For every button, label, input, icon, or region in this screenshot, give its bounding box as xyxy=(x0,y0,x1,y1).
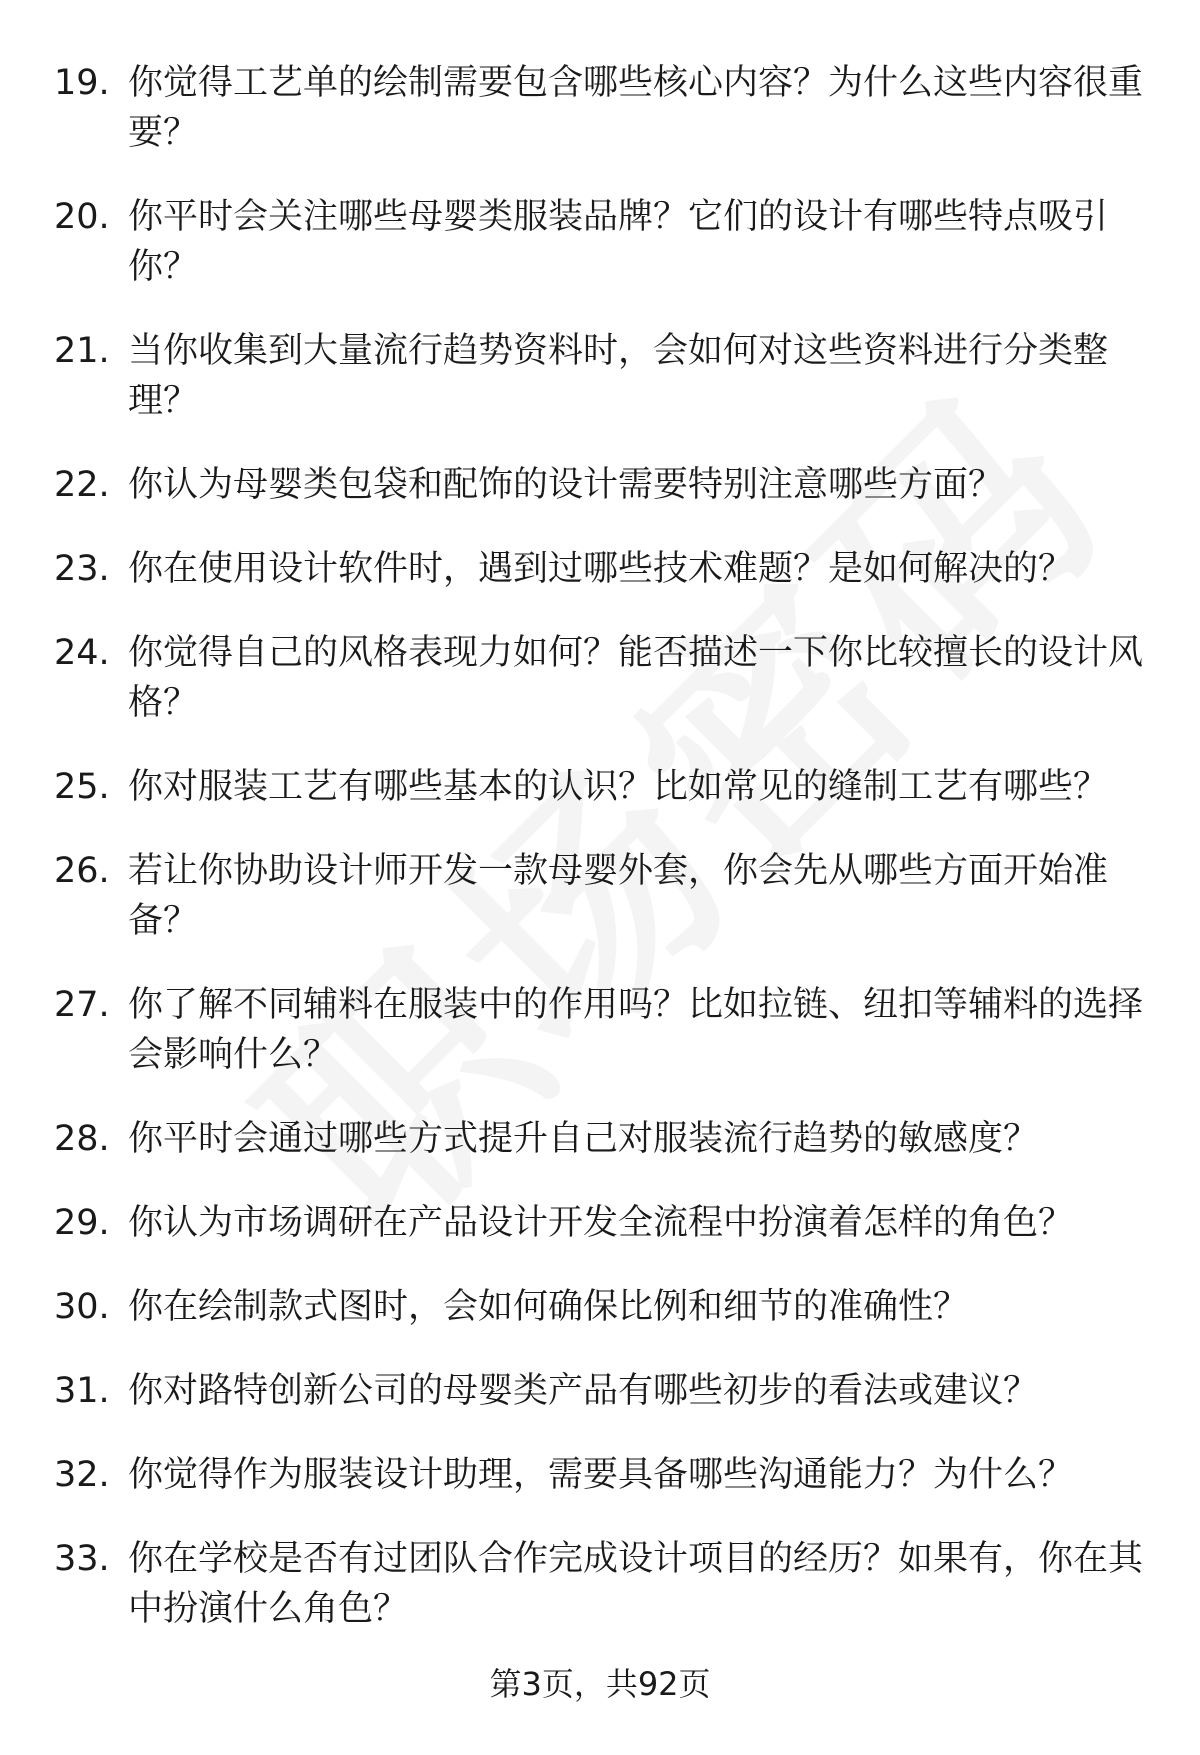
question-item xyxy=(54,1114,1144,1164)
question-text: 你觉得工艺单的绘制需要包含哪些核心内容？为什么这些内容很重要？ xyxy=(128,63,1144,153)
question-number: 31. xyxy=(54,1371,110,1411)
question-item xyxy=(54,192,1144,292)
question-item xyxy=(54,846,1144,946)
question-number: 20. xyxy=(54,197,110,237)
question-item xyxy=(54,980,1144,1080)
question-number: 33. xyxy=(54,1539,110,1579)
question-number: 23. xyxy=(54,549,110,589)
question-item xyxy=(54,460,1144,510)
question-number: 19. xyxy=(54,63,110,103)
question-number: 27. xyxy=(54,985,110,1025)
question-text: 你觉得自己的风格表现力如何？能否描述一下你比较擅长的设计风格？ xyxy=(128,633,1144,723)
question-item xyxy=(54,1198,1144,1248)
question-item xyxy=(54,544,1144,594)
question-number: 28. xyxy=(54,1119,110,1159)
question-item xyxy=(54,762,1144,812)
question-text: 你认为母婴类包袋和配饰的设计需要特别注意哪些方面？ xyxy=(128,465,1004,505)
question-item xyxy=(54,628,1144,728)
question-item xyxy=(54,326,1144,426)
question-text: 你对服装工艺有哪些基本的认识？比如常见的缝制工艺有哪些？ xyxy=(128,767,1109,807)
question-text: 你在绘制款式图时，会如何确保比例和细节的准确性？ xyxy=(128,1287,969,1327)
question-text: 你在学校是否有过团队合作完成设计项目的经历？如果有，你在其中扮演什么角色？ xyxy=(128,1539,1144,1629)
question-number: 22. xyxy=(54,465,110,505)
question-text: 你认为市场调研在产品设计开发全流程中扮演着怎样的角色？ xyxy=(128,1203,1074,1243)
question-item xyxy=(54,1366,1144,1416)
question-number: 21. xyxy=(54,331,110,371)
question-text: 当你收集到大量流行趋势资料时，会如何对这些资料进行分类整理？ xyxy=(128,331,1109,421)
question-number: 25. xyxy=(54,767,110,807)
question-number: 29. xyxy=(54,1203,110,1243)
question-item xyxy=(54,58,1144,158)
question-text: 你在使用设计软件时，遇到过哪些技术难题？是如何解决的？ xyxy=(128,549,1074,589)
question-text: 你了解不同辅料在服装中的作用吗？比如拉链、纽扣等辅料的选择会影响什么？ xyxy=(128,985,1144,1075)
question-text: 你平时会通过哪些方式提升自己对服装流行趋势的敏感度？ xyxy=(128,1119,1039,1159)
question-number: 26. xyxy=(54,851,110,891)
question-text: 你平时会关注哪些母婴类服装品牌？它们的设计有哪些特点吸引你？ xyxy=(128,197,1109,287)
question-item xyxy=(54,1534,1144,1634)
question-text: 若让你协助设计师开发一款母婴外套，你会先从哪些方面开始准备？ xyxy=(128,851,1109,941)
question-number: 24. xyxy=(54,633,110,673)
question-list xyxy=(54,58,1144,1668)
question-text: 你觉得作为服装设计助理，需要具备哪些沟通能力？为什么？ xyxy=(128,1455,1074,1495)
question-text: 你对路特创新公司的母婴类产品有哪些初步的看法或建议？ xyxy=(128,1371,1039,1411)
question-number: 30. xyxy=(54,1287,110,1327)
question-item xyxy=(54,1282,1144,1332)
page-number-footer: 第3页，共92页 xyxy=(489,1665,711,1703)
question-number: 32. xyxy=(54,1455,110,1495)
question-item xyxy=(54,1450,1144,1500)
